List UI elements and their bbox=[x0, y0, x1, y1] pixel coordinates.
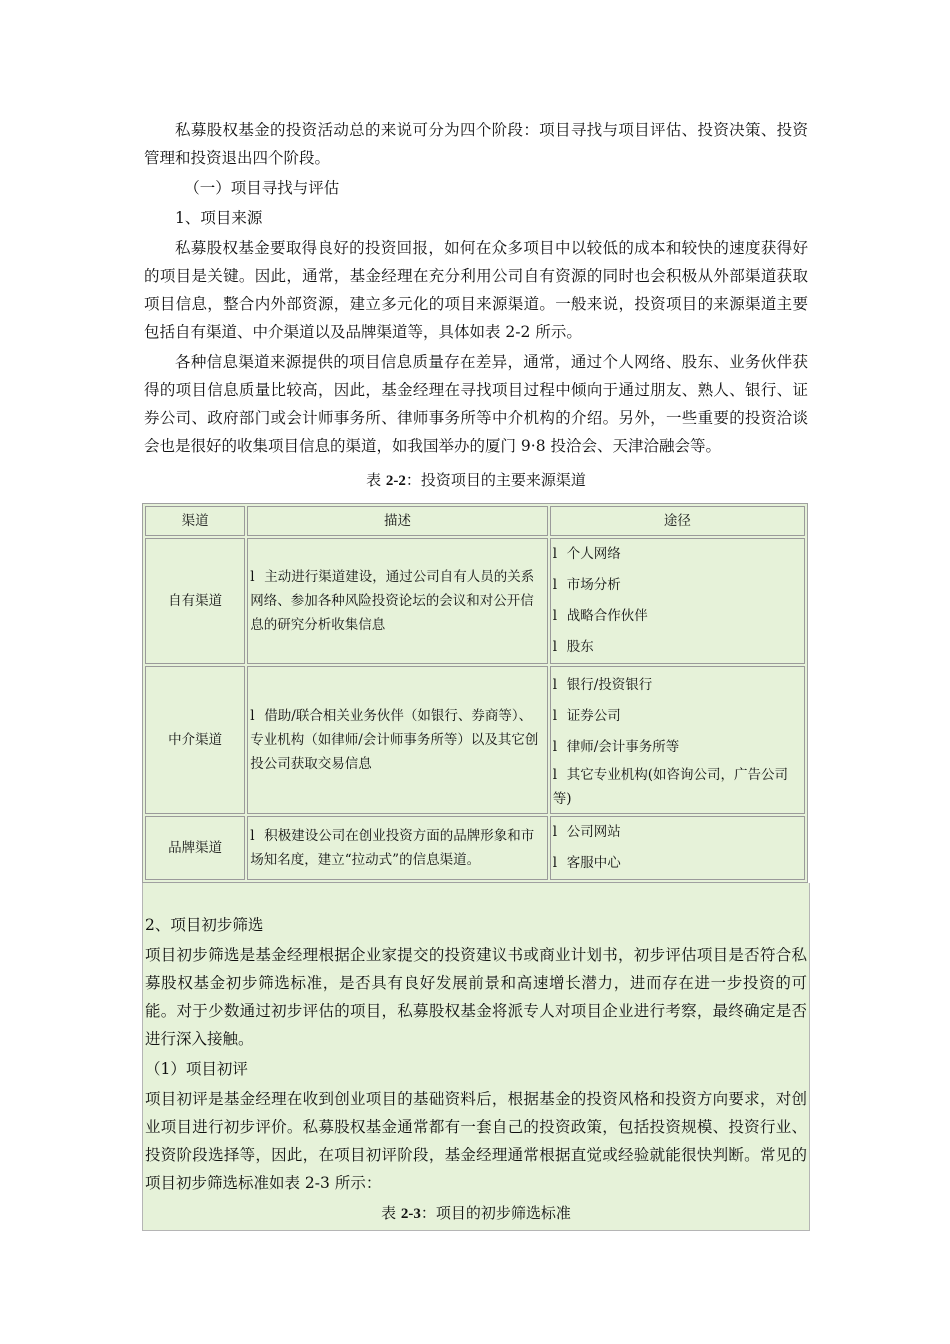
subsection-heading-1: 1、项目来源 bbox=[175, 209, 263, 227]
table-2-3-caption: 表 2-3：项目的初步筛选标准 bbox=[381, 1204, 571, 1222]
table-row bbox=[145, 538, 805, 664]
list-item: l 股东 bbox=[553, 632, 802, 663]
table-row bbox=[145, 816, 805, 880]
intro-paragraph-3: 各种信息渠道来源提供的项目信息质量存在差异，通常，通过个人网络、股东、业务伙伴获得的项目信息质量比较高，因此，基金经理在寻找项目过程中倾向于通过朋友、熟人、银行、证券公司、政府部门或会计师事务所、律师事务所等中介机构的介绍。另外，一些重要的投资洽谈会也是很好的收集项目信息的渠道，如我国举办的厦门 9·8 投洽会、天津洽融会等。 bbox=[144, 353, 808, 455]
list-item: l 个人网络 bbox=[553, 539, 802, 570]
bullet-icon: l bbox=[552, 608, 558, 624]
bullet-icon: l bbox=[552, 824, 558, 840]
bullet-icon: l bbox=[552, 766, 558, 783]
path-cell bbox=[550, 538, 805, 664]
section-heading-1: （一）项目寻找与评估 bbox=[184, 179, 340, 197]
description-cell: l 主动进行渠道建设，通过公司自有人员的关系网络、参加各种风险投资论坛的会议和对公开信息的研究分析收集信息 bbox=[247, 538, 547, 664]
header-path: 途径 bbox=[550, 506, 805, 536]
list-item: l 其它专业机构(如咨询公司，广告公司等) bbox=[553, 763, 802, 811]
channel-cell: 品牌渠道 bbox=[145, 816, 245, 880]
list-item: l 银行/投资银行 bbox=[553, 670, 802, 701]
header-description: 描述 bbox=[247, 506, 547, 536]
bullet-icon: l bbox=[552, 738, 558, 755]
list-item: l 战略合作伙伴 bbox=[553, 601, 802, 632]
path-cell bbox=[550, 816, 805, 880]
bullet-icon: l bbox=[552, 707, 558, 724]
list-item: l 客服中心 bbox=[553, 848, 802, 879]
screening-paragraph-1: 项目初步筛选是基金经理根据企业家提交的投资建议书或商业计划书，初步评估项目是否符合私募股权基金初步筛选标准，是否具有良好发展前景和高速增长潜力，进而存在进一步投资的可能。对于少数通过初步评估的项目，私募股权基金将派专人对项目企业进行考察，最终确定是否进行深入接触。 bbox=[145, 946, 807, 1048]
screening-paragraph-2: 项目初评是基金经理在收到创业项目的基础资料后，根据基金的投资风格和投资方向要求，对创业项目进行初步评价。私募股权基金通常都有一套自己的投资政策，包括投资规模、投资行业、投资阶段选择等，因此，在项目初评阶段，基金经理通常根据直觉或经验就能很快判断。常见的项目初步筛选标准如表 2-3 所示： bbox=[145, 1090, 807, 1192]
bullet-icon: l bbox=[552, 676, 558, 693]
table-2-2-caption: 表 2-2：投资项目的主要来源渠道 bbox=[366, 471, 586, 489]
header-channel: 渠道 bbox=[145, 506, 245, 536]
description-cell: l 借助/联合相关业务伙伴（如银行、券商等）、专业机构（如律师/会计师事务所等）以及其它创投公司获取交易信息 bbox=[247, 666, 547, 814]
subsection-heading-initial-review: （1）项目初评 bbox=[145, 1060, 248, 1078]
sources-table bbox=[142, 503, 808, 883]
table-row bbox=[145, 666, 805, 814]
list-item: l 律师/会计事务所等 bbox=[553, 732, 802, 763]
table-header-row bbox=[145, 506, 805, 536]
screening-section bbox=[142, 883, 810, 1231]
bullet-icon: l bbox=[250, 828, 255, 844]
section-heading-2: 2、项目初步筛选 bbox=[145, 916, 264, 934]
channel-cell: 自有渠道 bbox=[145, 538, 245, 664]
intro-paragraph-1: 私募股权基金的投资活动总的来说可分为四个阶段：项目寻找与项目评估、投资决策、投资管理和投资退出四个阶段。 bbox=[144, 121, 808, 167]
list-item: l 证券公司 bbox=[553, 701, 802, 732]
document-body bbox=[144, 116, 808, 1231]
bullet-icon: l bbox=[250, 708, 255, 724]
bullet-icon: l bbox=[250, 569, 255, 585]
list-item: l 市场分析 bbox=[553, 570, 802, 601]
channel-cell: 中介渠道 bbox=[145, 666, 245, 814]
bullet-icon: l bbox=[552, 577, 558, 593]
description-cell: l 积极建设公司在创业投资方面的品牌形象和市场知名度，建立“拉动式”的信息渠道。 bbox=[247, 816, 547, 880]
intro-paragraph-2: 私募股权基金要取得良好的投资回报，如何在众多项目中以较低的成本和较快的速度获得好的项目是关键。因此，通常，基金经理在充分利用公司自有资源的同时也会积极从外部渠道获取项目信息，整合内外部资源，建立多元化的项目来源渠道。一般来说，投资项目的来源渠道主要包括自有渠道、中介渠道以及品牌渠道等，具体如表 2-2 所示。 bbox=[144, 239, 808, 341]
path-cell bbox=[550, 666, 805, 814]
bullet-icon: l bbox=[552, 855, 558, 871]
list-item: l 公司网站 bbox=[553, 817, 802, 848]
bullet-icon: l bbox=[552, 639, 558, 655]
bullet-icon: l bbox=[552, 546, 558, 562]
